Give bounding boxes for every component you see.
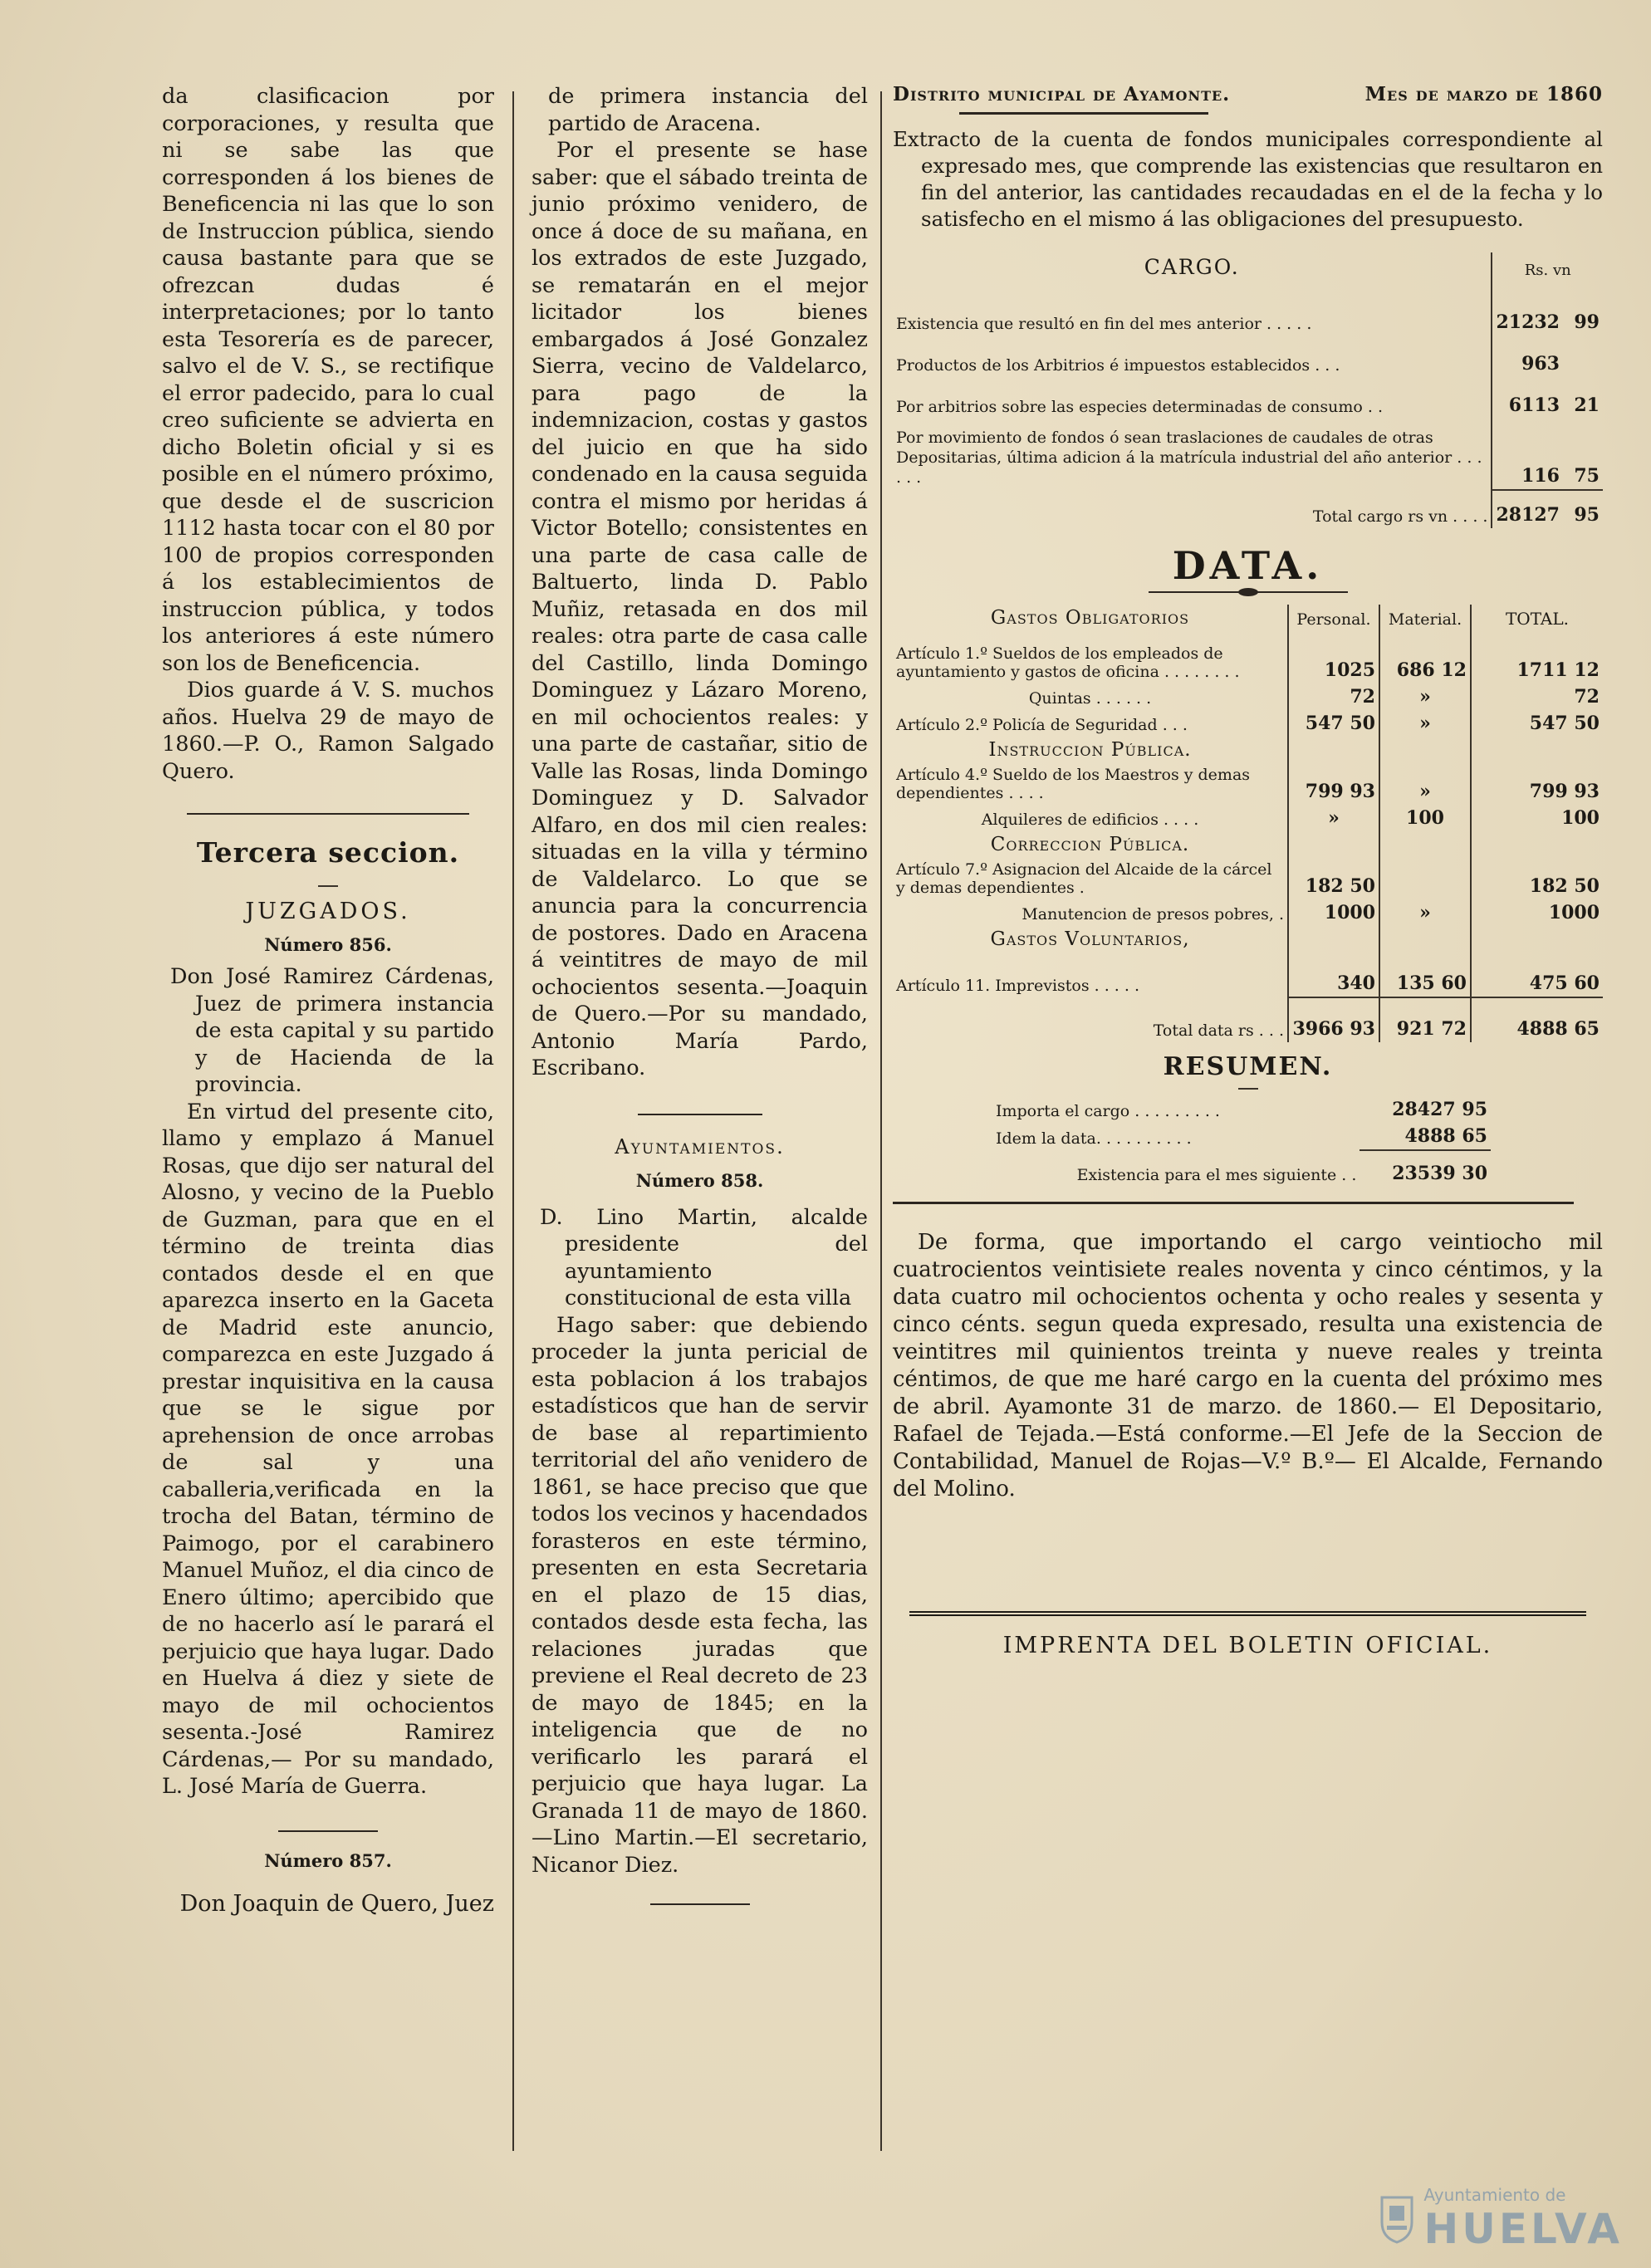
- cargo-row: Existencia que resultó en fin del mes anterior . . . . . 21232 99: [893, 294, 1603, 336]
- material-column-header: Material.: [1379, 605, 1471, 631]
- column-2: [532, 83, 868, 1905]
- dash: [318, 885, 338, 887]
- column-rule-1: [512, 91, 514, 2151]
- gastos-voluntarios-heading: Gastos Voluntarios,: [990, 928, 1190, 950]
- judge-quero-intro: Don Joaquin de Quero, Juez: [179, 1890, 494, 1917]
- cargo-total-row: Total cargo rs vn . . . . 28127 95: [893, 490, 1603, 528]
- account-header: [893, 83, 1603, 105]
- divider: [278, 1830, 378, 1832]
- resumen-table: [992, 1096, 1491, 1187]
- cargo-heading: CARGO.: [1144, 255, 1240, 279]
- personal-column-header: Personal.: [1288, 605, 1379, 631]
- cargo-unit: Rs. vn: [1492, 252, 1603, 294]
- cargo-row: Por arbitrios sobre las especies determinadas de consumo . . 6113 21: [893, 377, 1603, 419]
- ayuntamiento-huelva-watermark: [1379, 2185, 1623, 2253]
- data-row: Artículo 11. Imprevistos . . . . . 340 135 60 475 60: [893, 953, 1603, 997]
- district-label: Distrito municipal de Ayamonte.: [893, 83, 1231, 105]
- column-1: [162, 83, 494, 1918]
- cargo-row: Productos de los Arbitrios é impuestos establecidos . . . 963: [893, 336, 1603, 377]
- resumen-rule: [893, 1202, 1574, 1204]
- imprenta-block: [893, 1611, 1603, 1658]
- total-column-header: TOTAL.: [1471, 605, 1603, 631]
- resumen-heading: RESUMEN.: [1163, 1052, 1333, 1081]
- divider: [650, 1903, 750, 1905]
- data-total-row: Total data rs . . . 3966 93 921 72 4888 65: [893, 997, 1603, 1042]
- junta-pericial-paragraph: Hago saber: que debiendo proceder la junta pericial de esta poblacion á los trabajos estadísticos que han de servir de base al repartimiento territorial del año venidero de 1861, se hace preciso que que todos los vecinos y hacendados forasteros en este término, presenten en esta Secretaria en el plazo de 15 dias, contados desde esta fecha, las relaciones juradas que previene el Real decreto de 23 de mayo de 1845; en la inteligencia que de no verificarlo les parará el perjuicio que haya lugar. La Granada 11 de mayo de 1860.—Lino Martin.—El secretario, Nicanor Diez.: [532, 1312, 868, 1878]
- notice-number-858: Número 858.: [635, 1169, 764, 1191]
- closing-paragraph: De forma, que importando el cargo veintiocho mil cuatrocientos veintisiete reales noventa y cinco céntimos, y la data cuatro mil ochocientos ochenta y ocho reales y sesenta y cinco cénts. segun queda expresado, resulta una existencia de veintitres mil quinientos treinta y nueve reales y treinta céntimos, de que me haré cargo en la cuenta del próximo mes de abril. Ayamonte 31 de marzo. de 1860.— El Depositario, Rafael de Tejada.—Está conforme.—El Jefe de la Seccion de Contabilidad, Manuel de Rojas—V.º B.º— El Alcalde, Fernando del Molino.: [893, 1230, 1603, 1501]
- extracto-paragraph: Extracto de la cuenta de fondos municipales correspondiente al expresado mes, que comprende las existencias que resultaron en fin del anterior, las cantidades recaudadas en el de la fecha y lo satisfecho en el mismo á las obligaciones del presupuesto.: [893, 127, 1603, 231]
- month-label: Mes de marzo de 1860: [1364, 83, 1603, 105]
- notice-number-856: Número 856.: [264, 934, 392, 955]
- auction-paragraph: Por el presente se hase saber: que el sábado treinta de junio próximo venidero, de once á doce de su mañana, en los extrados de este Juzgado, se rematarán en el mejor licitador los bienes embargados á José Gonzalez Sierra, vecino de Valdelarco, para pago de la indemnizacion, costas y gastos del juicio en que ha sido condenado en la causa seguida contra el mismo por heridas á Victor Botello; consistentes en una parte de casa calle de Baltuerto, linda D. Pablo Muñiz, retasada en dos mil reales: otra parte de casa calle del Castillo, linda Domingo Dominguez y Lázaro Moreno, en mil ochocientos reales: y una parte de castañar, sitio de Valle las Rosas, linda Domingo Dominguez y D. Salvador Alfaro, en dos mil cien reales: situadas en la villa y término de Valdelarco. Lo que se anuncia para la concurrencia de postores. Dado en Aracena á veintitres de mayo de mil ochocientos sesenta.—Joaquin de Quero.—Por su mandado, Antonio María Pardo, Escribano.: [532, 138, 868, 1080]
- divider: [638, 1114, 762, 1115]
- data-row: Artículo 2.º Policía de Seguridad . . . 547 50 » 547 50: [893, 710, 1603, 737]
- column-3: [893, 83, 1603, 1658]
- coat-of-arms-icon: [1379, 2194, 1415, 2244]
- correccion-publica-heading: Correccion Pública.: [990, 834, 1190, 855]
- resumen-row: Idem la data. . . . . . . . . . 4888 65: [992, 1123, 1491, 1150]
- divider: [187, 813, 469, 815]
- data-row: Alquileres de edificios . . . . » 100 100: [893, 805, 1603, 831]
- data-row: Quintas . . . . . . 72 » 72: [893, 683, 1603, 710]
- header-rule: [959, 112, 1208, 115]
- imprenta-label: IMPRENTA DEL BOLETIN OFICIAL.: [1002, 1633, 1493, 1658]
- summons-paragraph: En virtud del presente cito, llamo y emplazo á Manuel Rosas, que dijo ser natural del Alosno, y vecino de la Pueblo de Guzman, para que en el término de treinta dias contados desde el en que aparezca inserto en la Gaceta de Madrid este anuncio, comparezca en este Juzgado á prestar inquisitiva en la causa que se le sigue por aprehension de once arrobas de sal y una caballeria,verificada en la trocha del Batan, término de Paimogo, por el carabinero Manuel Muñoz, el dia cinco de Enero último; apercibido que de no hacerlo así le parará el perjuicio que haya lugar. Dado en Huelva á diez y siete de mayo de mil ochocientos sesenta.-José Ramirez Cárdenas,— Por su mandado, L. José María de Guerra.: [162, 1099, 494, 1799]
- tesoreria-paragraph: da clasificacion por corporaciones, y resulta que ni se sabe las que corresponden á los bienes de Beneficencia ni las que lo son de Instruccion pública, siendo causa bastante para que se ofrezcan dudas é interpretaciones; por lo tanto esta Tesorería es de parecer, salvo el de V. S., se rectifique el error padecido, para lo cual creo suficiente se advierta en dicho Boletin oficial y si es posible en el número próximo, que desde el de suscricion 1112 hasta tocar con el 80 por 100 de propios corresponden á los establecimientos de instruccion pública, y todos los anteriores á este número son los de Beneficencia.: [162, 84, 494, 676]
- data-table: [893, 605, 1603, 1042]
- data-row: Artículo 7.º Asignacion del Alcaide de la cárcel y demas dependientes . 182 50 182 50: [893, 858, 1603, 899]
- data-row: Artículo 4.º Sueldo de los Maestros y demas dependientes . . . . 799 93 » 799 93: [893, 763, 1603, 805]
- gastos-obligatorios-heading: Gastos Obligatorios: [990, 607, 1190, 629]
- data-heading: DATA.: [1172, 543, 1324, 588]
- resumen-row: Existencia para el mes siguiente . . 23539 30: [1076, 1163, 1487, 1184]
- watermark-big-text: HUELVA: [1423, 2205, 1623, 2253]
- aracena-title: de primera instancia del partido de Aracena.: [548, 84, 868, 136]
- signature-paragraph: Dios guarde á V. S. muchos años. Huelva 29 de mayo de 1860.—P. O., Ramon Salgado Quero.: [162, 678, 494, 784]
- judge-intro: Don José Ramirez Cárdenas, Juez de primera instancia de esta capital y su partido y de Hacienda de la provincia.: [170, 964, 494, 1097]
- alcalde-intro: D. Lino Martin, alcalde presidente del ayuntamiento constitucional de esta villa: [540, 1204, 868, 1310]
- ayuntamientos-heading: Ayuntamientos.: [615, 1134, 785, 1158]
- cargo-row: Por movimiento de fondos ó sean traslaciones de caudales de otras Depositarias, última adicion á la matrícula industrial del año anterior . . . . . . 116 75: [893, 419, 1603, 490]
- data-row: Manutencion de presos pobres, . 1000 » 1000: [893, 899, 1603, 926]
- cargo-table: [893, 252, 1603, 528]
- data-row: Artículo 1.º Sueldos de los empleados de ayuntamiento y gastos de oficina . . . . . . . . 1025 686 12 1711 12: [893, 631, 1603, 683]
- notice-number-857: Número 857.: [264, 1849, 392, 1871]
- footer-rule: [909, 1611, 1586, 1616]
- dash: [1238, 1088, 1258, 1090]
- ornament-rule: [1149, 591, 1348, 593]
- resumen-row: Importa el cargo . . . . . . . . . 28427 95: [996, 1099, 1487, 1120]
- juzgados-heading: JUZGADOS.: [245, 899, 411, 924]
- section-title: Tercera seccion.: [196, 836, 460, 869]
- instruccion-publica-heading: Instruccion Pública.: [988, 739, 1192, 761]
- column-rule-2: [880, 91, 882, 2151]
- watermark-small-text: Ayuntamiento de: [1423, 2185, 1566, 2205]
